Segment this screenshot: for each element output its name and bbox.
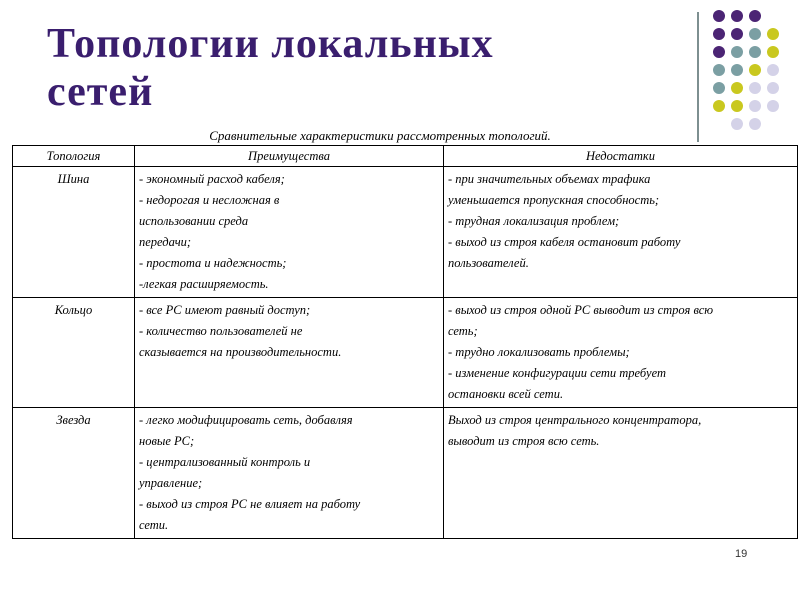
advantages-line: сети. — [139, 518, 169, 532]
decorative-dot — [713, 28, 725, 40]
decorative-divider — [697, 12, 699, 142]
advantages-cell — [135, 167, 444, 298]
table-caption: Сравнительные характеристики рассмотренных топологий. — [209, 128, 551, 143]
decorative-dot — [749, 46, 761, 58]
table-row — [13, 167, 798, 298]
decorative-dot — [749, 10, 761, 22]
decorative-dot — [749, 64, 761, 76]
advantages-line: сказывается на производительности. — [139, 345, 342, 359]
advantages-cell — [135, 408, 444, 539]
decorative-dot — [713, 46, 725, 58]
decorative-dot — [749, 100, 761, 112]
disadvantages-line: - трудная локализация проблем; — [448, 214, 620, 228]
disadvantages-cell — [444, 167, 798, 298]
disadvantages-line: - выход из строя кабеля остановит работу — [448, 235, 681, 249]
slide-title-line-1: Топологии локальных — [47, 21, 494, 67]
advantages-line: новые РС; — [139, 434, 195, 448]
disadvantages-line: - выход из строя одной РС выводит из строя всю — [448, 303, 714, 317]
advantages-line: - количество пользователей не — [139, 324, 303, 338]
advantages-line: использовании среда — [139, 214, 249, 228]
disadvantages-line: остановки всей сети. — [448, 387, 564, 401]
topology-cell: Кольцо — [13, 298, 135, 408]
decorative-dot — [731, 28, 743, 40]
table-header-row — [13, 146, 798, 167]
disadvantages-line: уменьшается пропускная способность; — [448, 193, 660, 207]
disadvantages-line: пользователей. — [448, 256, 529, 270]
advantages-line: -легкая расширяемость. — [139, 277, 269, 291]
advantages-cell — [135, 298, 444, 408]
advantages-line: управление; — [139, 476, 203, 490]
decorative-dot — [713, 82, 725, 94]
slide-title — [47, 20, 647, 116]
decorative-dot — [767, 82, 779, 94]
disadvantages-line: Выход из строя центрального концентратора, — [448, 413, 702, 427]
decorative-dot — [767, 64, 779, 76]
disadvantages-line: - при значительных объемах трафика — [448, 172, 651, 186]
disadvantages-cell — [444, 298, 798, 408]
slide-title-line-2: сетей — [47, 69, 154, 115]
decorative-dot — [713, 100, 725, 112]
decorative-dot — [731, 64, 743, 76]
decorative-dot — [767, 46, 779, 58]
decorative-dot — [767, 100, 779, 112]
header-disadvantages: Недостатки — [444, 146, 798, 167]
advantages-line: - простота и надежность; — [139, 256, 287, 270]
decorative-dot — [731, 46, 743, 58]
topology-comparison-table — [12, 145, 798, 539]
advantages-line: - все РС имеют равный доступ; — [139, 303, 311, 317]
slide-number: 19 — [735, 548, 748, 560]
disadvantages-line: - трудно локализовать проблемы; — [448, 345, 630, 359]
advantages-line: - экономный расход кабеля; — [139, 172, 285, 186]
decorative-dot — [713, 64, 725, 76]
advantages-line: - централизованный контроль и — [139, 455, 311, 469]
disadvantages-cell — [444, 408, 798, 539]
advantages-line: - выход из строя РС не влияет на работу — [139, 497, 361, 511]
header-advantages: Преимущества — [135, 146, 444, 167]
disadvantages-line: - изменение конфигурации сети требует — [448, 366, 666, 380]
advantages-line: - легко модифицировать сеть, добавляя — [139, 413, 353, 427]
table-row — [13, 408, 798, 539]
disadvantages-line: сеть; — [448, 324, 478, 338]
advantages-line: - недорогая и несложная в — [139, 193, 280, 207]
decorative-dot — [749, 28, 761, 40]
decorative-dot — [713, 10, 725, 22]
decorative-dot — [731, 100, 743, 112]
decorative-dot — [767, 28, 779, 40]
topology-cell: Звезда — [13, 408, 135, 539]
header-topology: Топология — [13, 146, 135, 167]
topology-cell: Шина — [13, 167, 135, 298]
decorative-dot — [731, 82, 743, 94]
decorative-dot — [731, 10, 743, 22]
table-row — [13, 298, 798, 408]
advantages-line: передачи; — [139, 235, 192, 249]
decorative-dot — [749, 82, 761, 94]
disadvantages-line: выводит из строя всю сеть. — [448, 434, 600, 448]
